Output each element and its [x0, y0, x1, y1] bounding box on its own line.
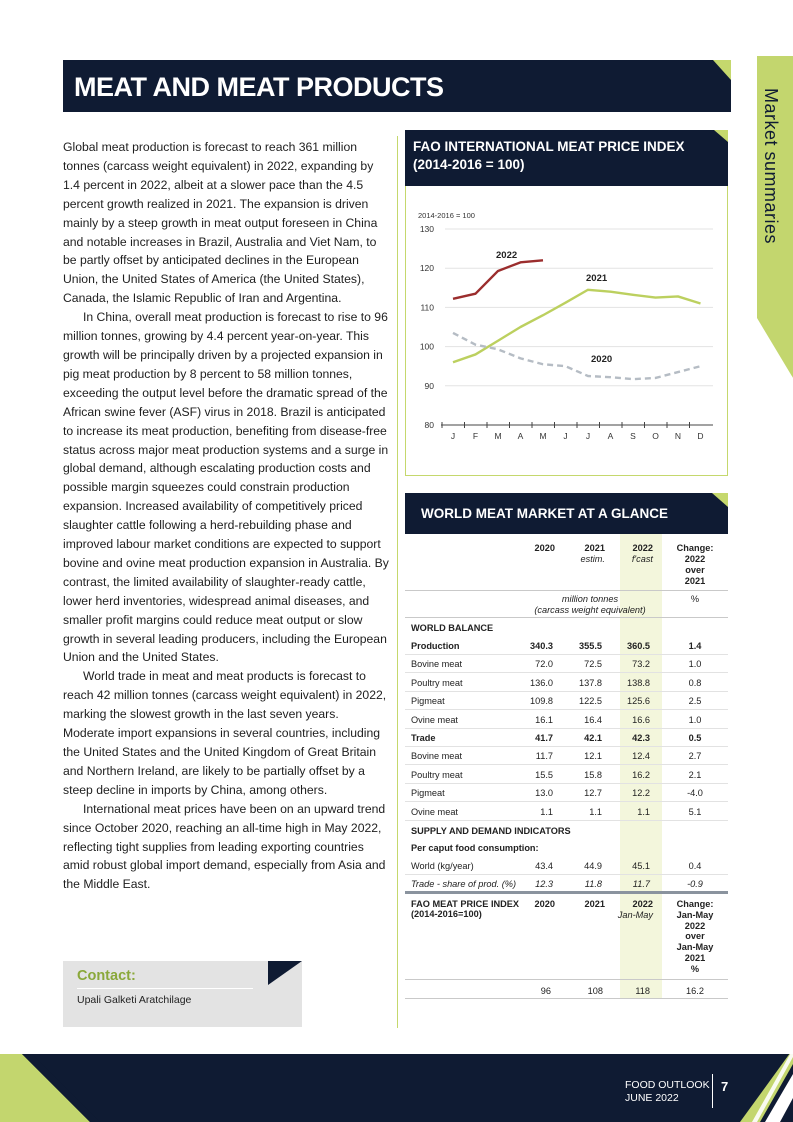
row-value: 12.7: [584, 788, 602, 799]
row-rule: [405, 728, 728, 729]
row-value: 1.0: [688, 714, 702, 725]
y-tick-label: 100: [419, 341, 434, 352]
paragraph: Global meat production is forecast to reach 361 million tonnes (carcass weight equivalent) in 2022, expanding by 1.4 percent in 2022, albeit at a slower pace than the 4.5 percent growth realized in 2021. The expansion is driven mainly by a steep growth in meat output foreseen in China and notable increases in Brazil, Australia and Viet Nam, to be partly offset by anticipated declines in the European Union, the United States of America (the United States), Canada, the Islamic Republic of Iran and Argentina.: [63, 140, 378, 306]
index-change-l3: 2022: [684, 920, 706, 931]
index-change-l7: %: [690, 963, 700, 974]
index-change-l1: Change:: [676, 899, 714, 909]
y-tick-label: 80: [424, 420, 434, 430]
units-label: million tonnes: [561, 594, 619, 604]
row-value: 42.3: [632, 733, 650, 743]
banner-corner-accent: [713, 60, 731, 80]
row-label: Pigmeat: [411, 696, 445, 707]
col-header-change-l3: over: [685, 565, 705, 575]
row-value: 122.5: [579, 696, 602, 707]
row-value: 125.6: [627, 696, 650, 707]
series-line-2022: [453, 260, 543, 298]
row-label: Ovine meat: [411, 714, 458, 725]
row-label: Production: [411, 641, 460, 651]
paragraph: International meat prices have been on an upward trend since October 2020, reaching an all-time high in May 2022, reflecting tight supplies from leading exporting countries amid robust global import demand, especially from Asia and the Middle East.: [63, 801, 386, 892]
table-rule: [405, 617, 728, 618]
page-number: 7: [721, 1079, 729, 1094]
contact-box-accent: [268, 961, 302, 985]
row-value: 2.7: [688, 751, 702, 762]
page-footer: [0, 1054, 793, 1122]
footer-pub-line2: JUNE 2022: [625, 1092, 679, 1104]
row-value: 0.4: [688, 861, 702, 871]
row-label: Bovine meat: [411, 751, 463, 762]
index-value-2020: 96: [540, 986, 551, 996]
footer-separator: [712, 1074, 713, 1108]
row-label: Pigmeat: [411, 788, 445, 799]
x-tick-label: N: [674, 431, 682, 441]
row-rule: [405, 654, 728, 655]
series-line-2020: [453, 333, 701, 379]
table-thick-rule: [405, 891, 728, 894]
row-value: 16.2: [632, 769, 650, 780]
row-label: Trade - share of prod. (%): [411, 879, 517, 889]
series-line-2021: [453, 290, 701, 363]
col-header-change-l1: Change:: [676, 543, 714, 553]
index-col-change: [670, 899, 720, 975]
row-value: 12.2: [632, 788, 650, 799]
table-rule: [405, 998, 728, 999]
row-value: 5.1: [688, 806, 702, 817]
index-value-change: 16.2: [686, 986, 704, 996]
row-label: World (kg/year): [411, 861, 474, 871]
row-value: 360.5: [627, 641, 650, 651]
row-value: 1.4: [688, 641, 702, 651]
row-rule: [405, 709, 728, 710]
col-header-2020: 2020: [534, 543, 555, 553]
footer-publication: [625, 1079, 710, 1105]
row-value: 1.0: [688, 659, 702, 670]
row-value: 72.0: [535, 659, 553, 670]
col-subheader-2021: estim.: [580, 554, 605, 564]
row-value: 11.7: [632, 879, 650, 889]
chart-header-accent: [714, 130, 728, 142]
row-rule: [405, 801, 728, 802]
row-value: 15.5: [535, 769, 553, 780]
index-change-l2: Jan-May: [676, 909, 714, 920]
units-sublabel: (carcass weight equivalent): [534, 605, 646, 615]
row-value: 13.0: [535, 788, 553, 799]
table-rule: [405, 979, 728, 980]
row-value: 11.8: [584, 879, 602, 889]
x-tick-label: O: [652, 431, 659, 441]
chart-series: [453, 260, 701, 379]
index-change-l6: 2021: [684, 952, 706, 963]
row-value: 138.8: [627, 677, 650, 688]
index-label-l2: (2014-2016=100): [411, 909, 482, 919]
table-rule: [405, 590, 728, 591]
row-rule: [405, 746, 728, 747]
row-label: Trade: [411, 733, 436, 743]
contact-divider: [77, 988, 253, 989]
body-text: [63, 138, 393, 894]
row-rule: [405, 764, 728, 765]
price-index-chart: [405, 186, 728, 476]
col-header-change-l4: 2021: [684, 576, 706, 586]
y-tick-label: 130: [419, 224, 434, 234]
y-tick-label: 120: [419, 263, 434, 274]
row-value: 1.1: [637, 806, 650, 817]
row-value: 15.8: [584, 769, 602, 780]
y-tick-label: 90: [424, 380, 434, 391]
section-per-caput: Per caput food consumption:: [411, 843, 539, 853]
chart-grid: [441, 229, 713, 425]
contact-name: Upali Galketi Aratchilage: [77, 994, 192, 1006]
row-value: -0.9: [687, 879, 703, 889]
row-rule: [405, 874, 728, 875]
index-col-2021: 2021: [584, 899, 605, 909]
row-value: 2.1: [688, 769, 702, 780]
row-value: 137.8: [579, 677, 602, 688]
row-value: 72.5: [584, 659, 602, 670]
x-tick-label: D: [697, 431, 704, 441]
index-col-2022-sub: Jan-May: [617, 910, 653, 920]
table-title: WORLD MEAT MARKET AT A GLANCE: [421, 506, 668, 521]
row-value: 0.8: [688, 677, 702, 688]
index-header-label: [411, 899, 519, 919]
row-value: 16.4: [584, 714, 602, 725]
row-value: 12.4: [632, 751, 650, 762]
row-value: 44.9: [584, 861, 602, 871]
row-value: 16.1: [535, 714, 553, 725]
column-divider: [397, 136, 398, 1028]
col-header-2022: 2022: [632, 543, 653, 553]
index-change-l5: Jan-May: [676, 942, 714, 953]
col-header-change: [670, 543, 720, 587]
row-label: Bovine meat: [411, 659, 463, 670]
row-rule: [405, 691, 728, 692]
row-value: -4.0: [687, 788, 703, 799]
row-value: 12.1: [584, 751, 602, 762]
contact-box: [63, 961, 302, 1027]
row-label: Poultry meat: [411, 677, 463, 688]
row-value: 136.0: [530, 677, 553, 688]
paragraph: In China, overall meat production is forecast to rise to 96 million tonnes, growing by 4.4 percent year-on-year. This growth will be principally driven by a projected expansion in pig meat production by 8 percent to 58 million tonnes, exceeding the output level before the dramatic spread of the African swine fever (ASF) virus in 2018. Brazil is anticipated to increase its meat production, benefiting from disease-free status across major meat production systems and a surge in global demand, although escalating production costs and possible margin squeezes could constrain production expansion. Increased availability of competitively priced slaughter cattle following a herd-rebuilding phase and improved labour market conditions are expected to support bovine and ovine meat production expansion in Australia. By contrast, the limited availability of slaughter-ready cattle, lower herd inventories, widespread animal diseases, and smaller profit margins could reduce meat output or slow growth in several leading producers, including the European Union and the United States.: [63, 310, 389, 665]
row-value: 1.1: [540, 806, 553, 817]
series-label-2020: 2020: [591, 354, 613, 365]
row-value: 355.5: [579, 641, 602, 651]
row-value: 73.2: [632, 659, 650, 670]
row-value: 0.5: [688, 733, 702, 743]
row-value: 340.3: [530, 641, 553, 651]
row-label: Ovine meat: [411, 806, 458, 817]
row-value: 42.1: [584, 733, 602, 743]
side-tab-point: [757, 318, 793, 378]
contact-title: Contact:: [77, 968, 136, 984]
row-value: 16.6: [632, 714, 650, 725]
index-value-2022: 118: [635, 986, 650, 996]
section-supply-demand: SUPPLY AND DEMAND INDICATORS: [411, 826, 571, 836]
x-tick-label: A: [517, 431, 524, 441]
index-col-2020: 2020: [534, 899, 555, 909]
row-rule: [405, 672, 728, 673]
chart-y-ticks: [420, 224, 434, 430]
row-value: 12.3: [535, 879, 553, 889]
x-tick-label: J: [450, 431, 456, 441]
title-banner: [63, 60, 731, 112]
index-label-l1: FAO MEAT PRICE INDEX: [411, 899, 520, 909]
row-value: 109.8: [530, 696, 553, 707]
table-header-accent: [712, 493, 728, 507]
chart-header: [405, 130, 728, 186]
units-pct: %: [690, 594, 700, 604]
x-tick-label: M: [494, 431, 502, 441]
index-col-2022: 2022: [632, 899, 653, 909]
col-header-2021: 2021: [584, 543, 605, 553]
page-title: MEAT AND MEAT PRODUCTS: [74, 72, 444, 102]
x-tick-label: J: [563, 431, 568, 441]
footer-pub-line1: FOOD OUTLOOK: [625, 1079, 710, 1091]
x-tick-label: J: [585, 431, 591, 441]
table-header: [405, 493, 728, 534]
x-tick-label: S: [630, 431, 636, 441]
row-rule: [405, 820, 728, 821]
col-subheader-2022: f'cast: [631, 554, 653, 564]
y-tick-label: 110: [420, 302, 434, 313]
row-value: 11.7: [535, 751, 553, 762]
row-value: 2.5: [688, 696, 702, 707]
series-label-2021: 2021: [586, 273, 608, 284]
chart-y-axis-label: 2014-2016 = 100: [418, 211, 475, 220]
chart-title: FAO INTERNATIONAL MEAT PRICE INDEX (2014-2016 = 100): [413, 139, 685, 172]
row-label: Poultry meat: [411, 769, 463, 780]
section-world-balance: WORLD BALANCE: [411, 623, 494, 633]
row-value: 1.1: [589, 806, 602, 817]
col-header-change-l2: 2022: [684, 554, 706, 564]
series-label-2022: 2022: [496, 250, 518, 261]
row-value: 41.7: [535, 733, 553, 743]
index-value-2021: 108: [587, 986, 603, 996]
row-value: 43.4: [535, 861, 553, 871]
paragraph: World trade in meat and meat products is forecast to reach 42 million tonnes (carcass weight equivalent) in 2022, marking the slowest growth in the last seven years. Moderate import expansions in several countries, including the United States and the United Kingdom of Great Britain and Northern Ireland, are likely to be partially offset by a steep decline in imports by China, among others.: [63, 669, 387, 797]
side-tab-label: Market summaries: [761, 88, 781, 245]
x-tick-label: M: [539, 431, 547, 441]
row-value: 45.1: [632, 861, 650, 871]
row-rule: [405, 783, 728, 784]
index-change-l4: over: [685, 931, 705, 942]
x-tick-label: A: [607, 431, 614, 441]
x-tick-label: F: [472, 431, 479, 441]
